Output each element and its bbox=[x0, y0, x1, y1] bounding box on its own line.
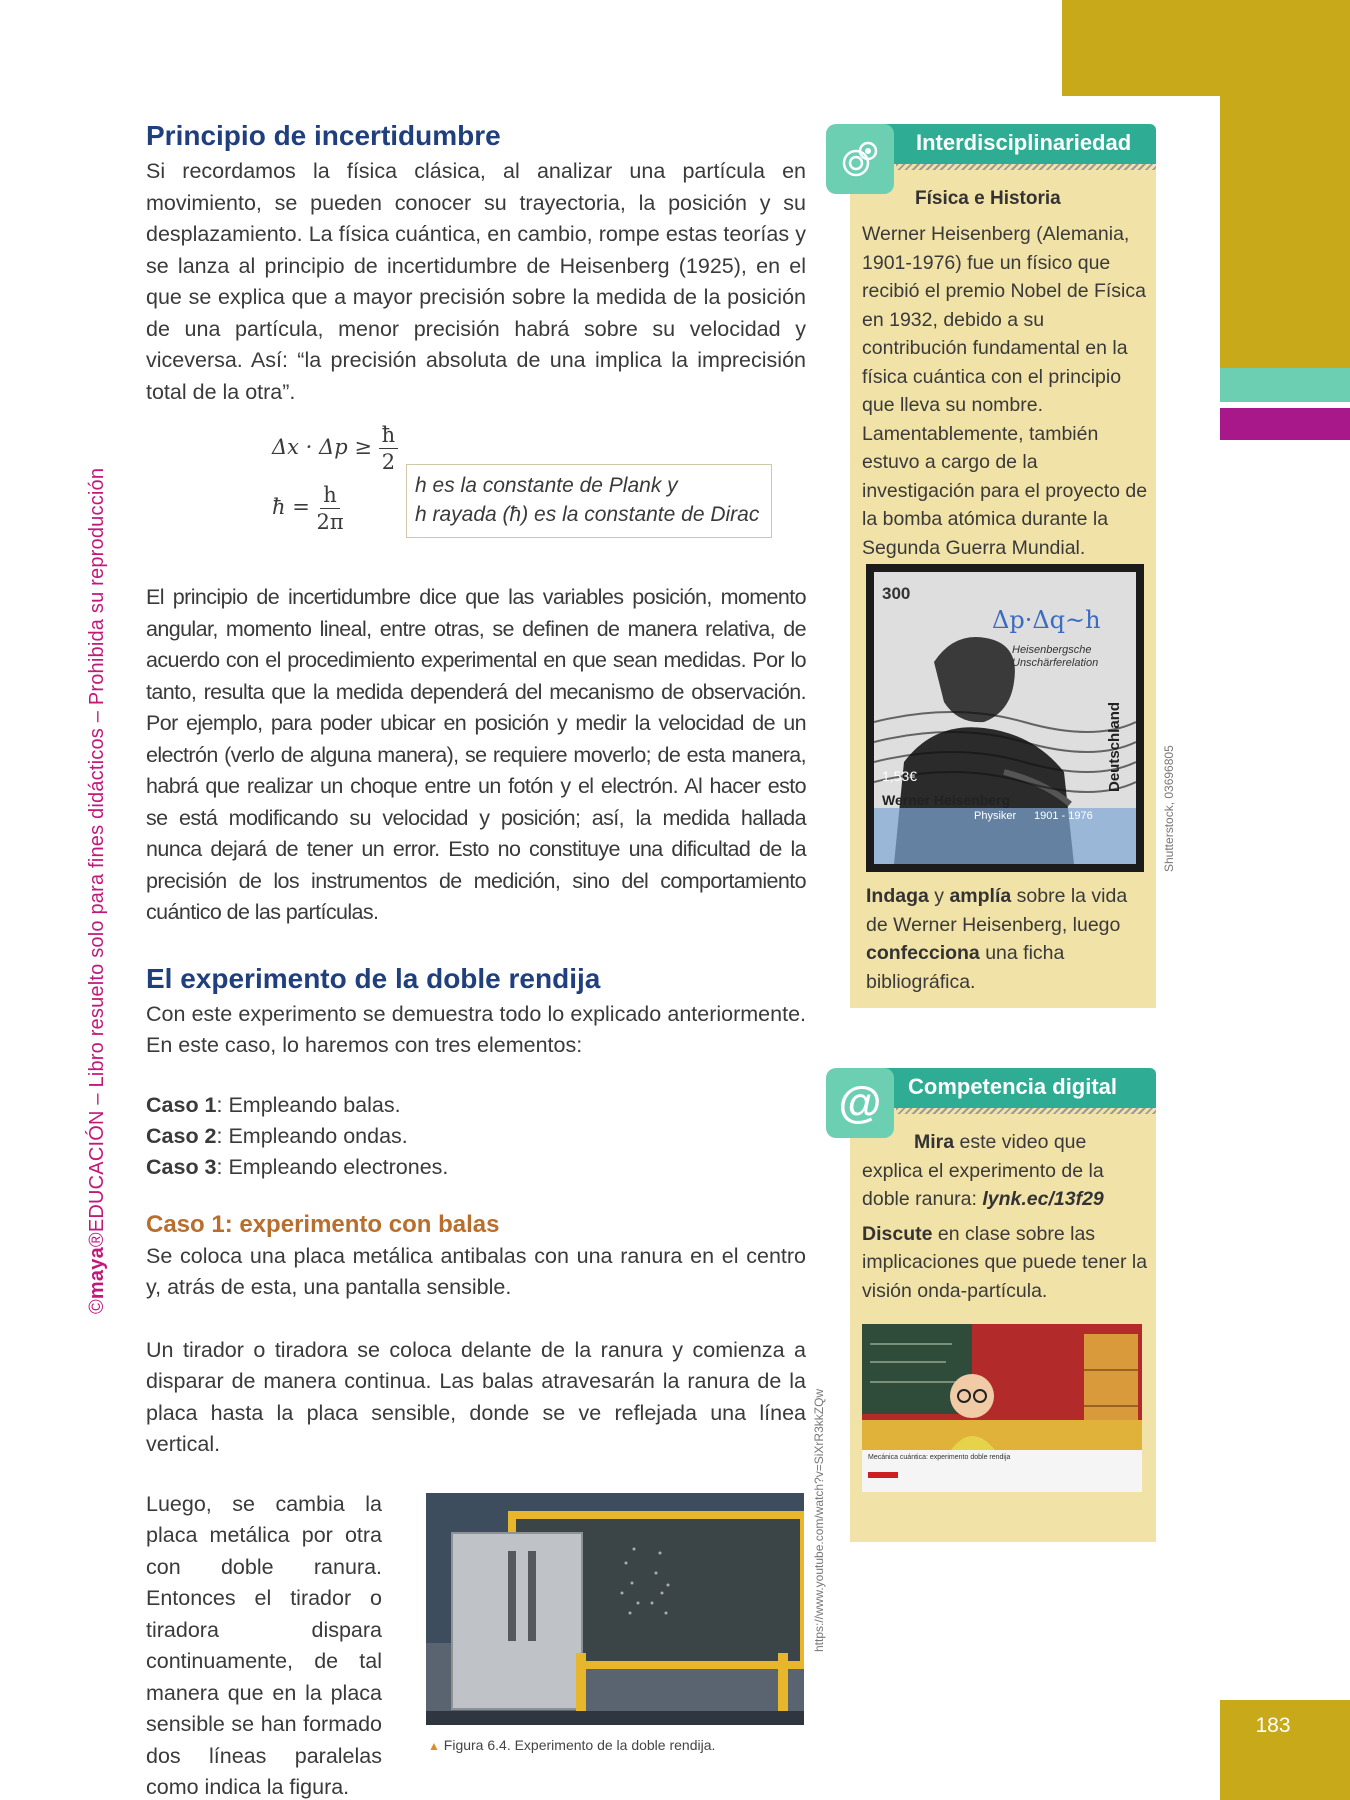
paragraph-intro: Si recordamos la física clásica, al analizar una partícula en movimiento, se pueden conocer su trayectoria, la posición y su desplazamiento. La física cuántica, en cambio, rompe estas teorías y se lanza al principio de incertidumbre de Heisenberg (1925), en el que se explica que a mayor precisión sobre la medida de la posición de una partícula, menor precisión habrá sobre su velocidad y viceversa. Así: “la precisión absoluta de una implica la imprecisión total de la otra”. bbox=[146, 159, 806, 404]
magenta-band bbox=[1220, 408, 1350, 440]
paragraph-tirador: Un tirador o tiradora se coloca delante de la ranura y comienza a disparar de manera continua. Las balas atravesarán la ranura de la placa hasta la placa sensible, donde se ve reflejada una línea vertical. bbox=[146, 1337, 806, 1456]
stamp-country: Deutschland bbox=[1106, 701, 1123, 792]
subtitle-caso-1: Caso 1: experimento con balas bbox=[146, 1210, 500, 1238]
uncertainty-formula: Δx · Δp ≥ $\frac{ħ}{2}$ bbox=[272, 422, 398, 475]
stamp-price: 1,53€ bbox=[882, 768, 918, 784]
tab-stripe bbox=[896, 164, 1156, 170]
tab-stripe bbox=[896, 1108, 1156, 1114]
case-list bbox=[146, 1090, 806, 1183]
copyright-notice: ©maya®EDUCACIÓN – Libro resuelto solo para fines didácticos – Prohibida su reproducción bbox=[86, 467, 108, 1314]
list-item: Caso 1: Empleando balas. bbox=[146, 1092, 401, 1117]
list-item: Caso 2: Empleando ondas. bbox=[146, 1123, 408, 1148]
stamp-name: Werner Heisenberg bbox=[882, 792, 1011, 808]
video-instructions: Mira este video que explica el experimento de la doble ranura: lynk.ec/13f29 Discute en clase sobre las implicaciones que puede tener la visión onda-partícula. bbox=[862, 1131, 1148, 1302]
heisenberg-bio: Werner Heisenberg (Alemania, 1901-1976) fue un físico que recibió el premio Nobel de Física en 1932, debido a su contribución fundamental en la física cuántica con el principio que lleva su nombre. Lamentablemente, también estuvo a cargo de la investigación para el proyecto de la bomba atómica durante la Segunda Guerra Mundial. bbox=[862, 223, 1148, 559]
triangle-icon: ▲ bbox=[428, 1738, 440, 1753]
section-title-incertidumbre: Principio de incertidumbre bbox=[146, 120, 501, 151]
interdisciplinary-tab: Interdisciplinariedad bbox=[850, 124, 1156, 164]
video-link[interactable]: lynk.ec/13f29 bbox=[982, 1188, 1104, 1210]
stamp-value: 300 bbox=[882, 584, 911, 603]
video-credit: https://www.youtube.com/watch?v=SiXrR3kkZQw bbox=[812, 1388, 826, 1652]
paragraph-doble-ranura: Luego, se cambia la placa metálica por otra con doble ranura. Entonces el tirador o tiradora dispara continuamente, de tal manera que en la placa sensible se han formado dos líneas paralelas como indica la figura. bbox=[146, 1491, 382, 1799]
paragraph-placa: Se coloca una placa metálica antibalas con una ranura en el centro y, atrás de esta, una pantalla sensible. bbox=[146, 1243, 806, 1299]
heisenberg-activity: Indaga y amplía sobre la vida de Werner Heisenberg, luego confecciona una ficha bibliográfica. bbox=[866, 885, 1128, 993]
at-icon: @ bbox=[826, 1068, 894, 1138]
video-thumbnail[interactable] bbox=[862, 1324, 1142, 1492]
stamp-credit: Shutterstock, 03696805 bbox=[1162, 745, 1176, 872]
constants-note: h es la constante de Plank y h rayada (ħ) es la constante de Dirac bbox=[406, 464, 772, 538]
figure-caption: ▲ Figura 6.4. Experimento de la doble rendija. bbox=[428, 1736, 716, 1753]
target-icon bbox=[826, 124, 894, 194]
digital-competence-tab: Competencia digital bbox=[850, 1068, 1156, 1108]
stamp-formula: Δp·Δq~h bbox=[992, 606, 1101, 634]
side-gold-band bbox=[1220, 96, 1350, 386]
formula-area bbox=[146, 412, 806, 582]
heisenberg-stamp bbox=[866, 564, 1144, 872]
page-number: 183 bbox=[1255, 1714, 1291, 1737]
video-title: Mecánica cuántica: experimento doble rendija bbox=[868, 1454, 1011, 1461]
stamp-caption-1: Heisenbergsche bbox=[1012, 644, 1092, 656]
paragraph-principle: El principio de incertidumbre dice que las variables posición, momento angular, momento lineal, entre otras, se definen de manera relativa, de acuerdo con el procedimiento experimental en que sean medidas. Por lo tanto, resulta que la medida dependerá del mecanismo de observación. Por ejemplo, para poder ubicar en posición y medir la velocidad de un electrón (verlo de alguna manera), se requiere moverlo; de esta manera, habrá que realizar un choque entre un fotón y el electrón. Al hacer esto se está modificando su velocidad y posición; así, la medida hallada nunca dejará de tener un error. Esto no constituye una dificultad de la precisión de los instrumentos de medición, sino del comportamiento cuántico de las partículas. bbox=[146, 585, 806, 924]
main-column bbox=[146, 120, 806, 1799]
box-heading: Física e Historia bbox=[915, 188, 1061, 209]
paragraph-experiment-intro: Con este experimento se demuestra todo lo explicado anteriormente. En este caso, lo haremos con tres elementos: bbox=[146, 1001, 806, 1057]
top-gold-band bbox=[1062, 0, 1350, 96]
stamp-caption-2: Unschärferelation bbox=[1012, 657, 1099, 669]
stamp-role: Physiker bbox=[974, 810, 1017, 822]
double-slit-figure bbox=[426, 1493, 804, 1725]
figure-row bbox=[146, 1489, 806, 1799]
list-item: Caso 3: Empleando electrones. bbox=[146, 1154, 449, 1179]
section-title-doble-rendija: El experimento de la doble rendija bbox=[146, 962, 601, 994]
stamp-years: 1901 - 1976 bbox=[1034, 810, 1093, 822]
dirac-formula: ħ = $\frac{h}{2\pi}$ bbox=[272, 483, 344, 534]
teal-band bbox=[1220, 368, 1350, 402]
